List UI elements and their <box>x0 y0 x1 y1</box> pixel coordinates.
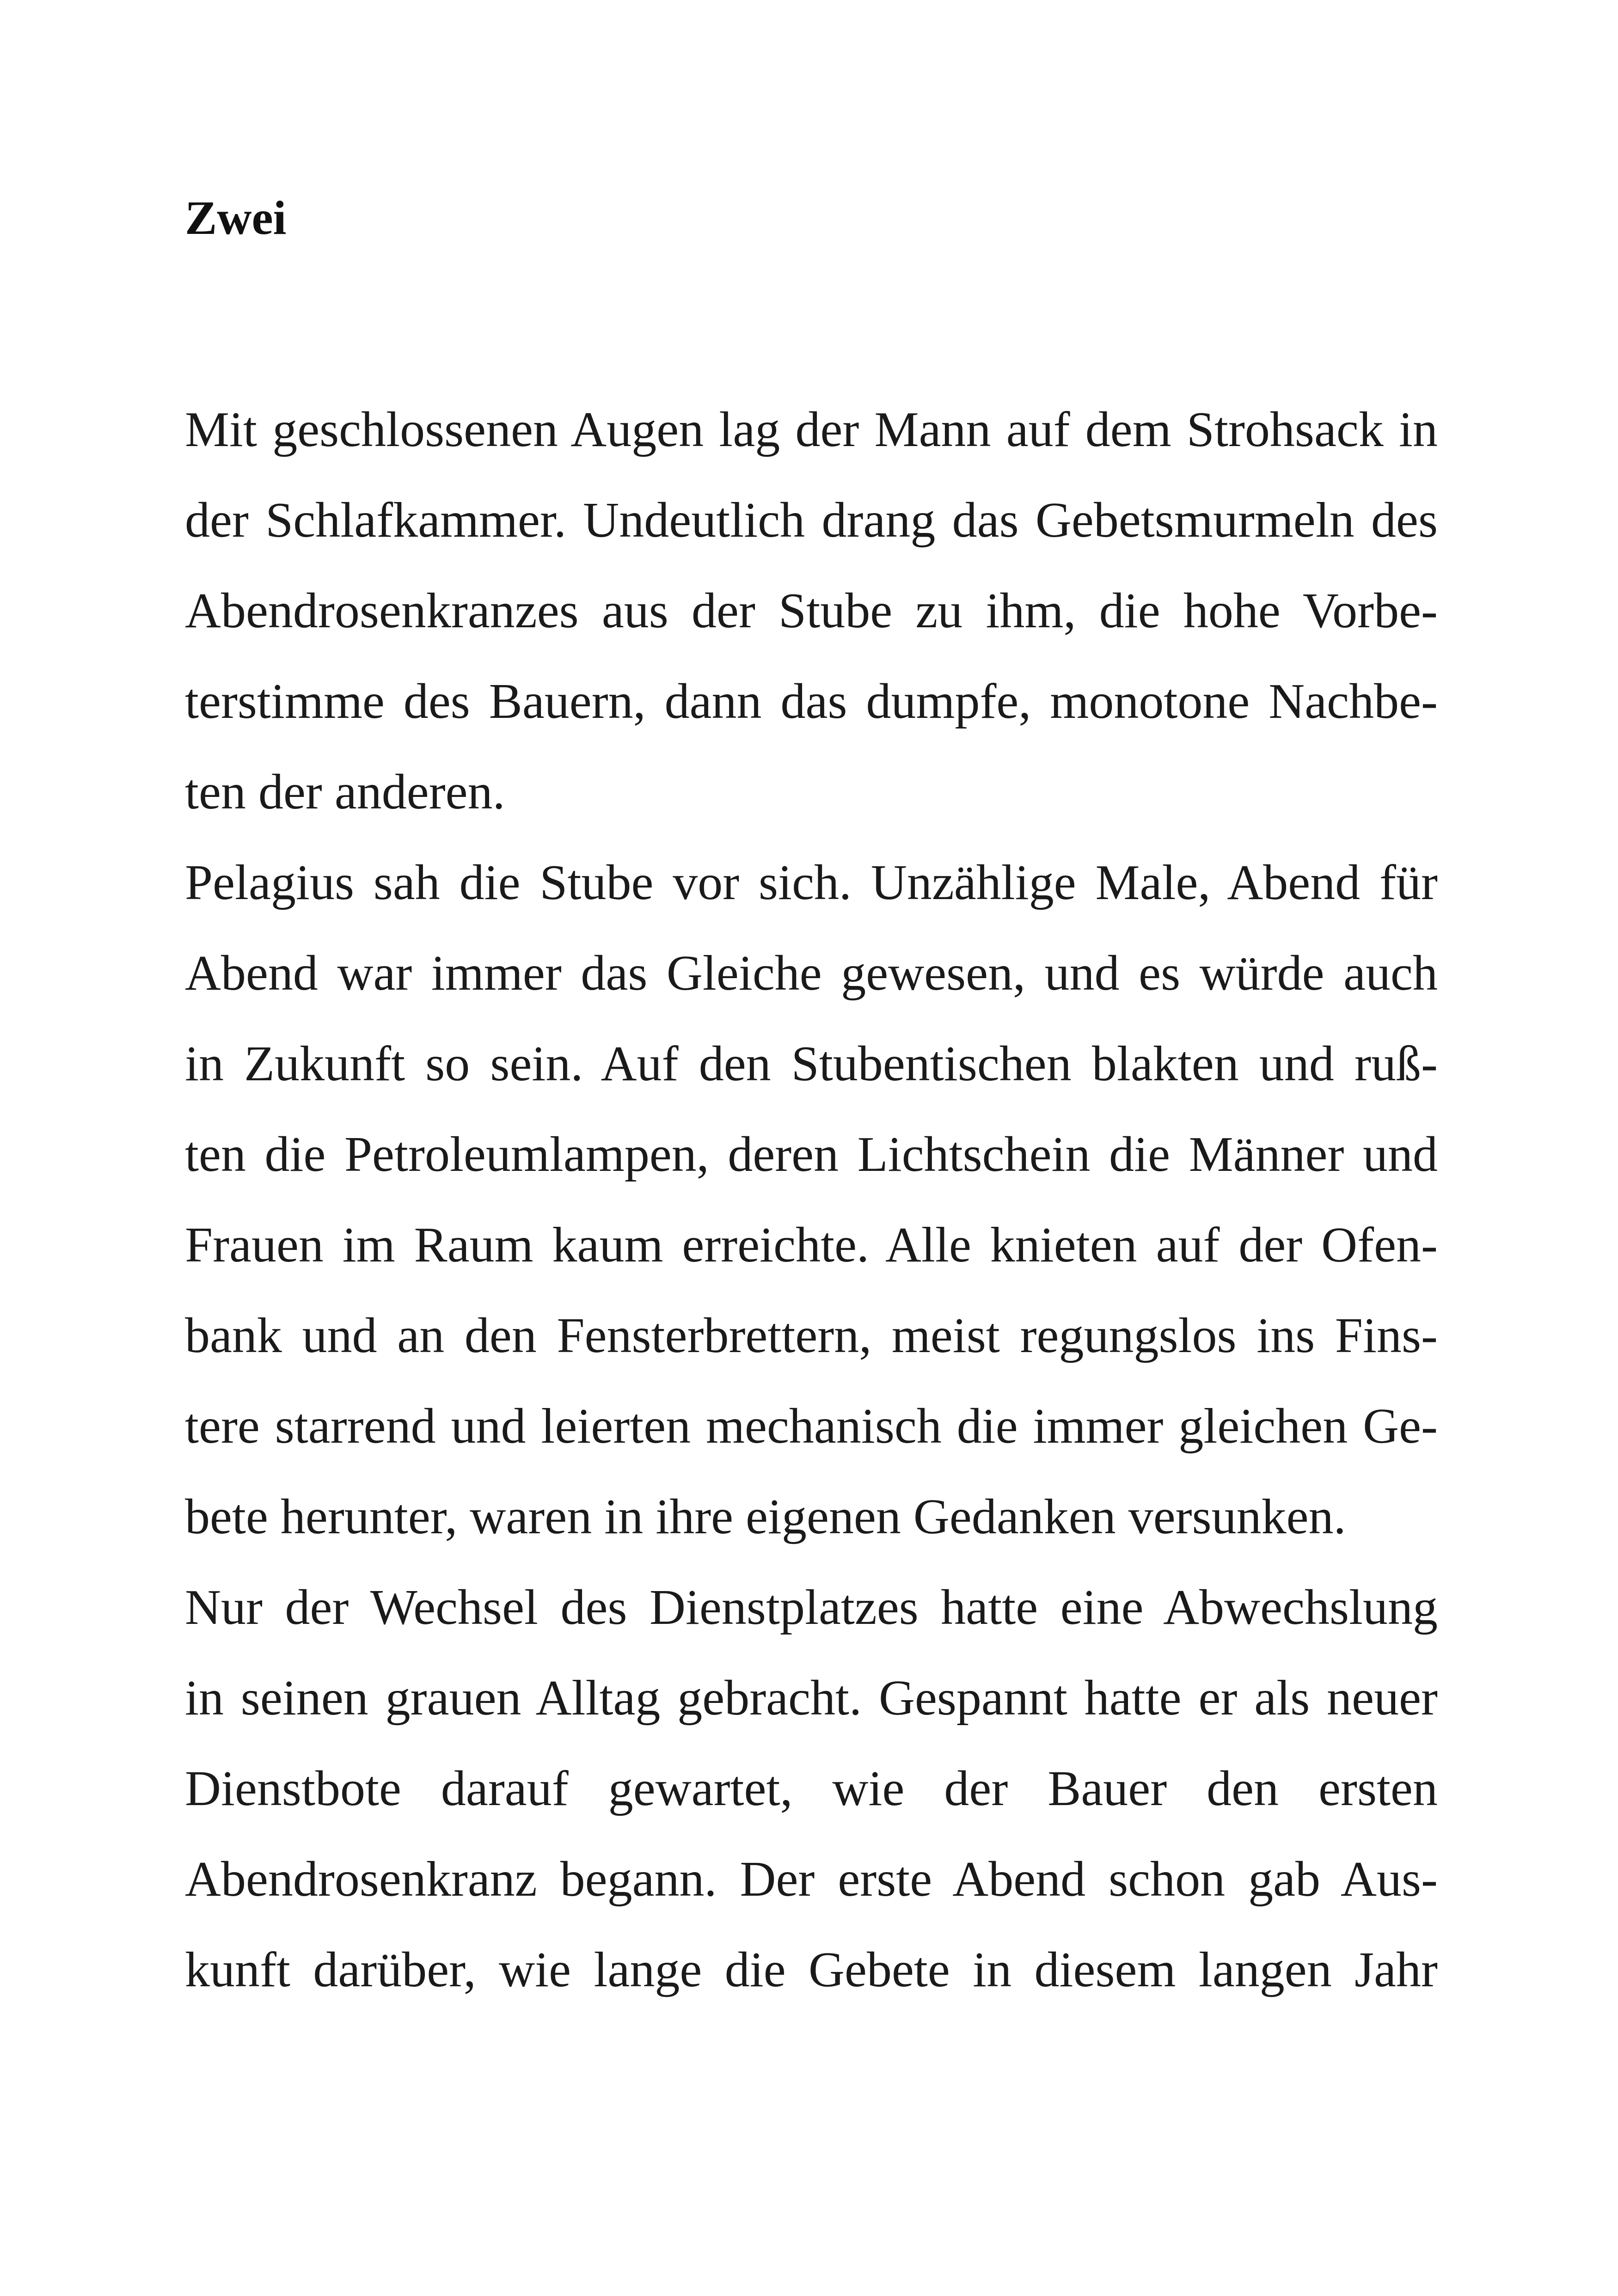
text-line: Abendrosenkranz begann. Der erste Abend schon gab Aus- <box>185 1852 1438 1907</box>
text-line: Pelagius sah die Stube vor sich. Unzählige Male, Abend für <box>185 855 1438 910</box>
body-text <box>185 385 1438 2015</box>
text-line: Dienstbote darauf gewartet, wie der Bauer den ersten <box>185 1761 1438 1816</box>
text-line: der Schlafkammer. Undeutlich drang das Gebetsmurmeln des <box>185 493 1438 548</box>
text-line: bank und an den Fensterbrettern, meist regungslos ins Fins- <box>185 1308 1438 1363</box>
text-line: ten die Petroleumlampen, deren Lichtschein die Männer und <box>185 1127 1438 1182</box>
text-line: Mit geschlossenen Augen lag der Mann auf dem Strohsack in <box>185 402 1438 457</box>
text-line: Nur der Wechsel des Dienstplatzes hatte eine Abwechslung <box>185 1580 1438 1635</box>
chapter-title: Zwei <box>185 191 287 245</box>
text-line: in seinen grauen Alltag gebracht. Gespannt hatte er als neuer <box>185 1671 1438 1726</box>
text-line: tere starrend und leierten mechanisch die immer gleichen Ge- <box>185 1399 1438 1454</box>
text-line: Abend war immer das Gleiche gewesen, und es würde auch <box>185 946 1438 1001</box>
text-line: terstimme des Bauern, dann das dumpfe, monotone Nachbe- <box>185 674 1438 729</box>
text-line: ten der anderen. <box>185 765 505 820</box>
text-line: Abendrosenkranzes aus der Stube zu ihm, die hohe Vorbe- <box>185 583 1438 638</box>
text-line: Frauen im Raum kaum erreichte. Alle knieten auf der Ofen- <box>185 1218 1438 1273</box>
text-line: kunft darüber, wie lange die Gebete in diesem langen Jahr <box>185 1942 1438 1997</box>
text-line: in Zukunft so sein. Auf den Stubentischen blakten und ruß- <box>185 1036 1438 1091</box>
text-line: bete herunter, waren in ihre eigenen Gedanken versunken. <box>185 1489 1346 1544</box>
